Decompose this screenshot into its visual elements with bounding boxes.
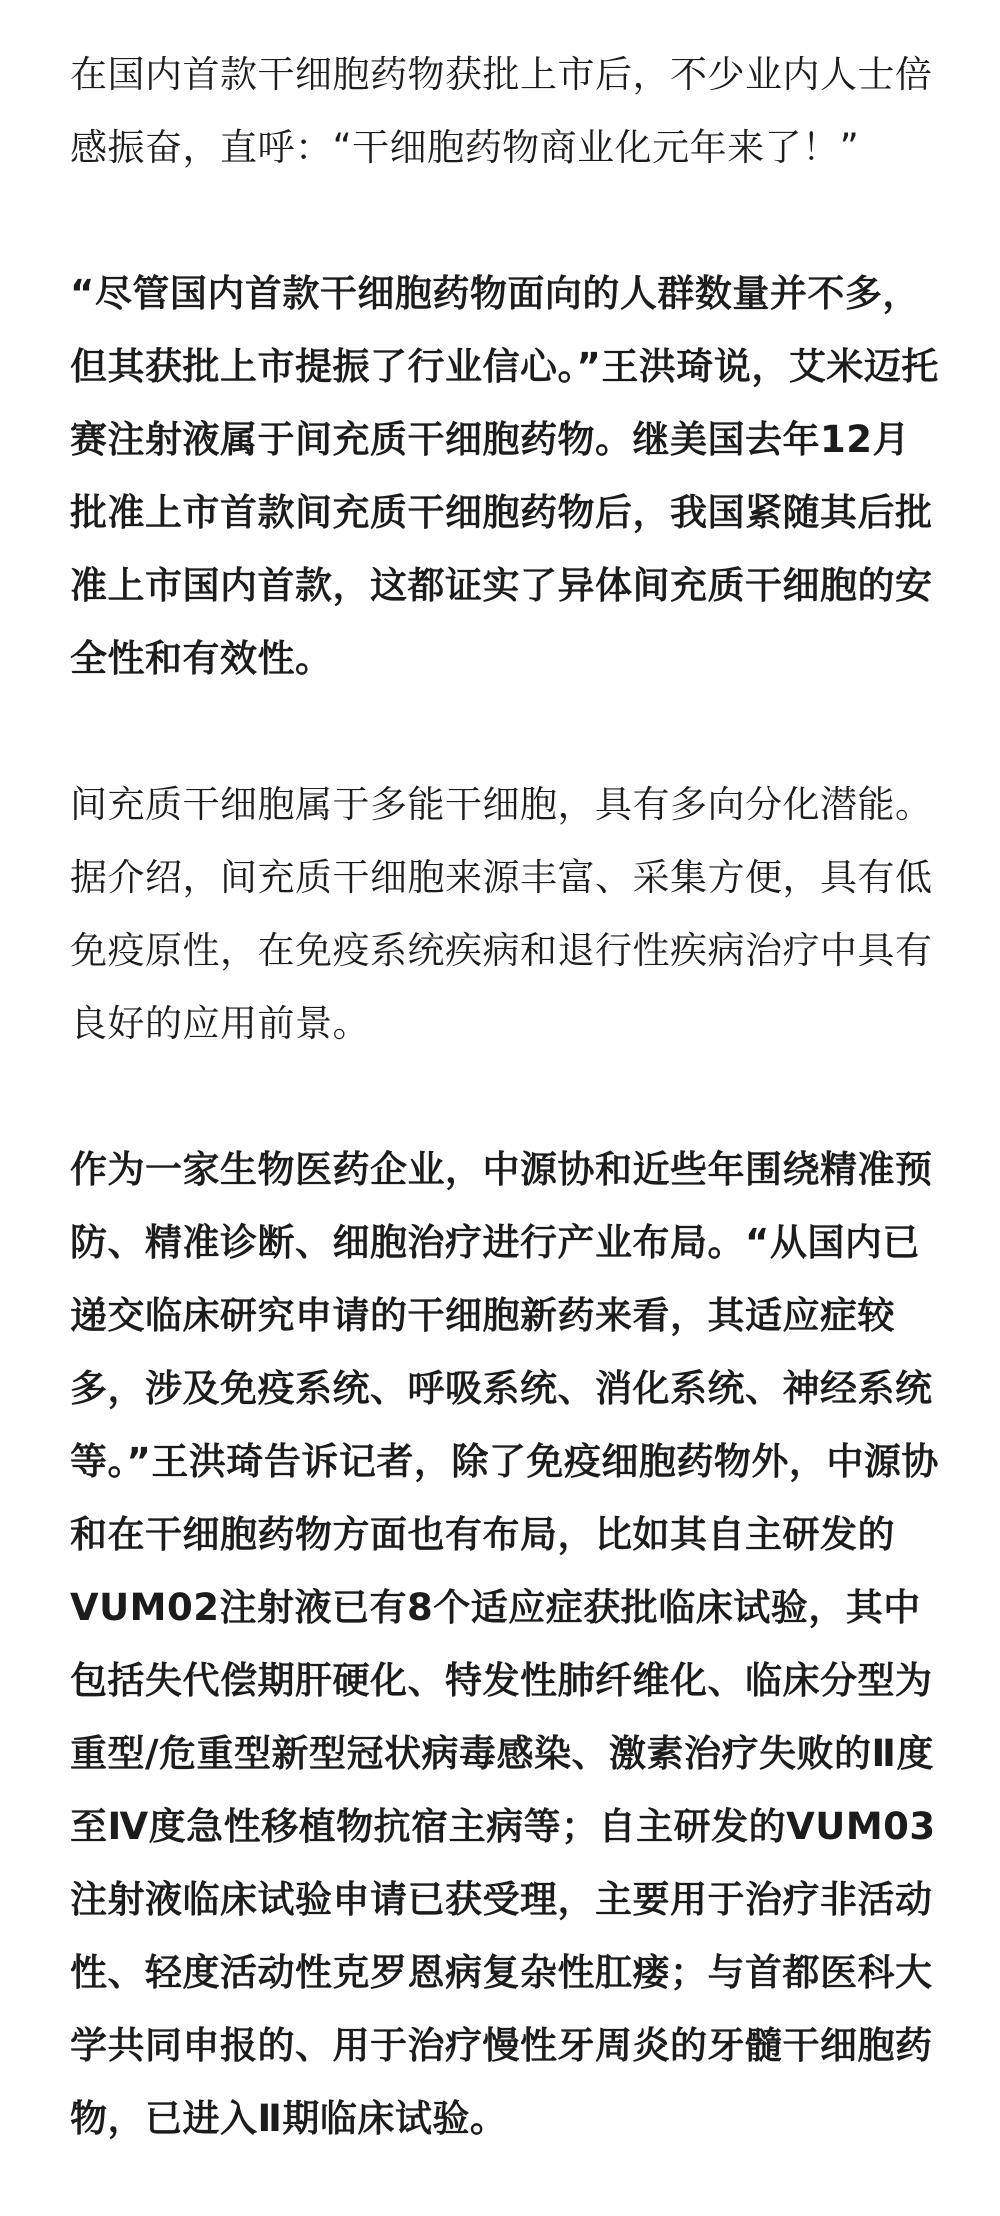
article-paragraph-4: 作为一家生物医药企业，中源协和近些年围绕精准预防、精准诊断、细胞治疗进行产业布局。“从国内已递交临床研究申请的干细胞新药来看，其适应症较多，涉及免疫系统、呼吸系统、消化系统、神经系统等。”王洪琦告诉记者，除了免疫细胞药物外，中源协和在干细胞药物方面也有布局，比如其自主研发的VUM02注射液已有8个适应症获批临床试验，其中包括失代偿期肝硬化、特发性肺纤维化、临床分型为重型/危重型新型冠状病毒感染、激素治疗失败的Ⅱ度至Ⅳ度急性移植物抗宿主病等；自主研发的VUM03注射液临床试验申请已获受理，主要用于治疗非活动性、轻度活动性克罗恩病复杂性肛瘘；与首都医科大学共同申报的、用于治疗慢性牙周炎的牙髓干细胞药物，已进入Ⅱ期临床试验。 [70, 1148, 939, 2140]
paragraph-spacer [70, 1060, 940, 1133]
article-body [70, 38, 940, 2155]
paragraph-spacer [70, 695, 940, 768]
article-paragraph-3: 间充质干细胞属于多能干细胞，具有多向分化潜能。据介绍，间充质干细胞来源丰富、采集方便，具有低免疫原性，在免疫系统疾病和退行性疾病治疗中具有良好的应用前景。 [70, 783, 933, 1045]
paragraph-spacer [70, 184, 940, 257]
article-paragraph-2: “尽管国内首款干细胞药物面向的人群数量并不多，但其获批上市提振了行业信心。”王洪琦说，艾米迈托赛注射液属于间充质干细胞药物。继美国去年12月批准上市首款间充质干细胞药物后，我国紧随其后批准上市国内首款，这都证实了异体间充质干细胞的安全性和有效性。 [70, 272, 939, 680]
article-paragraph-1: 在国内首款干细胞药物获批上市后，不少业内人士倍感振奋，直呼：“干细胞药物商业化元年来了！” [70, 53, 933, 169]
